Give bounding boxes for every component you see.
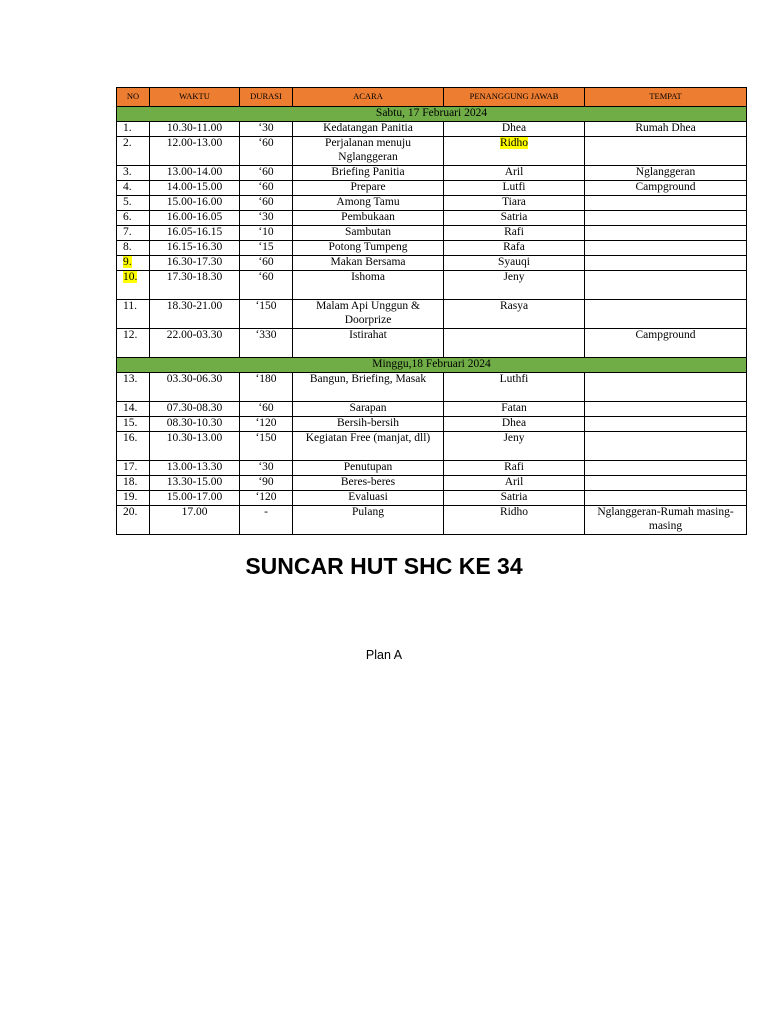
cell-acara-text: Makan Bersama <box>330 256 406 268</box>
cell-penanggung-jawab <box>444 181 585 196</box>
cell-durasi-text: ‘150 <box>255 300 277 312</box>
cell-no <box>117 300 150 329</box>
cell-acara-text: Penutupan <box>343 461 393 473</box>
cell-durasi-text: ‘90 <box>258 476 274 488</box>
cell-waktu <box>150 241 240 256</box>
cell-tempat <box>585 256 747 271</box>
cell-durasi <box>240 122 293 137</box>
cell-waktu <box>150 461 240 476</box>
cell-no <box>117 271 150 300</box>
cell-tempat <box>585 122 747 137</box>
header-no: NO <box>117 88 150 107</box>
cell-waktu-text: 08.30-10.30 <box>166 417 223 429</box>
table-row <box>117 166 747 181</box>
document-title: SUNCAR HUT SHC KE 34 <box>245 553 523 579</box>
cell-penanggung-jawab <box>444 329 585 358</box>
day-row <box>117 358 747 373</box>
cell-durasi <box>240 271 293 300</box>
cell-tempat <box>585 491 747 506</box>
cell-durasi-text: ‘60 <box>258 402 274 414</box>
cell-acara <box>293 329 444 358</box>
cell-tempat-text: Nglanggeran <box>635 166 696 178</box>
cell-penanggung-jawab <box>444 122 585 137</box>
cell-acara-text: Briefing Panitia <box>331 166 405 178</box>
cell-durasi-text: ‘60 <box>258 196 274 208</box>
cell-acara <box>293 137 444 166</box>
cell-waktu <box>150 417 240 432</box>
cell-waktu-text: 17.30-18.30 <box>166 271 223 283</box>
cell-waktu <box>150 226 240 241</box>
cell-no <box>117 476 150 491</box>
cell-acara <box>293 181 444 196</box>
cell-waktu-text: 12.00-13.00 <box>166 137 223 149</box>
cell-acara-text: Kegiatan Free (manjat, dll) <box>305 432 431 444</box>
cell-no-text: 15. <box>123 417 138 429</box>
cell-waktu-text: 22.00-03.30 <box>166 329 223 341</box>
cell-acara <box>293 300 444 329</box>
cell-durasi-text: ‘60 <box>258 181 274 193</box>
plan-label: Plan A <box>365 648 403 662</box>
cell-durasi-text: ‘60 <box>258 271 274 283</box>
cell-penanggung-jawab-text: Rafi <box>504 461 524 473</box>
cell-penanggung-jawab-text: Aril <box>504 476 524 488</box>
cell-durasi-text: ‘60 <box>258 137 274 149</box>
cell-waktu <box>150 196 240 211</box>
cell-penanggung-jawab <box>444 491 585 506</box>
cell-durasi <box>240 461 293 476</box>
cell-no-text: 14. <box>123 402 138 414</box>
cell-penanggung-jawab-text: Jeny <box>503 271 525 283</box>
cell-penanggung-jawab <box>444 432 585 461</box>
cell-penanggung-jawab <box>444 241 585 256</box>
cell-no-text: 7. <box>123 226 132 238</box>
cell-penanggung-jawab-text: Rafa <box>503 241 525 253</box>
cell-waktu-text: 16.30-17.30 <box>166 256 223 268</box>
cell-no-text: 12. <box>123 329 138 341</box>
cell-durasi <box>240 373 293 402</box>
table-row <box>117 417 747 432</box>
cell-no-text: 9. <box>123 256 132 268</box>
cell-waktu <box>150 166 240 181</box>
cell-penanggung-jawab-text: Lutfi <box>502 181 526 193</box>
cell-waktu-text: 16.05-16.15 <box>166 226 223 238</box>
table-row <box>117 491 747 506</box>
cell-no-text: 10. <box>123 271 138 283</box>
cell-durasi <box>240 256 293 271</box>
cell-tempat <box>585 417 747 432</box>
cell-acara <box>293 461 444 476</box>
table-row <box>117 226 747 241</box>
cell-acara <box>293 417 444 432</box>
cell-waktu <box>150 402 240 417</box>
table-row <box>117 196 747 211</box>
cell-waktu-text: 16.15-16.30 <box>166 241 223 253</box>
table-row <box>117 476 747 491</box>
cell-acara-text: Potong Tumpeng <box>328 241 408 253</box>
table-row <box>117 137 747 166</box>
cell-durasi-text: ‘180 <box>255 373 277 385</box>
cell-waktu-text: 03.30-06.30 <box>166 373 223 385</box>
cell-waktu-text: 18.30-21.00 <box>166 300 223 312</box>
cell-acara <box>293 226 444 241</box>
cell-waktu-text: 13.00-14.00 <box>166 166 223 178</box>
cell-waktu <box>150 181 240 196</box>
cell-penanggung-jawab <box>444 271 585 300</box>
cell-waktu <box>150 506 240 535</box>
cell-acara-text: Pembukaan <box>341 211 395 223</box>
cell-tempat <box>585 300 747 329</box>
cell-tempat <box>585 402 747 417</box>
cell-no-text: 4. <box>123 181 132 193</box>
cell-penanggung-jawab <box>444 211 585 226</box>
table-row <box>117 256 747 271</box>
cell-no <box>117 196 150 211</box>
cell-waktu-text: 15.00-17.00 <box>166 491 223 503</box>
cell-acara <box>293 241 444 256</box>
cell-no <box>117 241 150 256</box>
cell-tempat <box>585 241 747 256</box>
cell-tempat <box>585 461 747 476</box>
day-label: Sabtu, 17 Februari 2024 <box>117 107 747 122</box>
cell-durasi <box>240 300 293 329</box>
cell-acara-text: Istirahat <box>349 329 387 341</box>
cell-no <box>117 166 150 181</box>
cell-tempat <box>585 196 747 211</box>
table-row <box>117 211 747 226</box>
cell-durasi <box>240 241 293 256</box>
header-durasi: DURASI <box>240 88 293 107</box>
table-row <box>117 506 747 535</box>
cell-acara <box>293 402 444 417</box>
cell-durasi <box>240 181 293 196</box>
cell-durasi <box>240 476 293 491</box>
cell-acara <box>293 196 444 211</box>
cell-waktu <box>150 373 240 402</box>
table-row <box>117 300 747 329</box>
table-row <box>117 271 747 300</box>
cell-no <box>117 461 150 476</box>
header-waktu: WAKTU <box>150 88 240 107</box>
cell-acara <box>293 432 444 461</box>
cell-penanggung-jawab <box>444 137 585 166</box>
cell-no <box>117 329 150 358</box>
cell-tempat-text: Campground <box>635 329 696 341</box>
cell-penanggung-jawab <box>444 476 585 491</box>
table-row <box>117 329 747 358</box>
cell-penanggung-jawab <box>444 166 585 181</box>
cell-waktu <box>150 329 240 358</box>
cell-durasi <box>240 166 293 181</box>
cell-penanggung-jawab <box>444 196 585 211</box>
cell-durasi-text: ‘15 <box>258 241 274 253</box>
cell-penanggung-jawab-text: Ridho <box>499 506 529 518</box>
day-label: Minggu,18 Februari 2024 <box>117 358 747 373</box>
cell-penanggung-jawab <box>444 256 585 271</box>
header-acara: ACARA <box>293 88 444 107</box>
cell-durasi <box>240 196 293 211</box>
cell-penanggung-jawab-text: Dhea <box>501 122 527 134</box>
cell-no-text: 20. <box>123 506 138 518</box>
cell-waktu-text: 10.30-13.00 <box>166 432 223 444</box>
cell-acara-text: Among Tamu <box>336 196 400 208</box>
cell-tempat-text: Rumah Dhea <box>635 122 696 134</box>
cell-no-text: 11. <box>123 300 137 312</box>
cell-durasi <box>240 506 293 535</box>
cell-penanggung-jawab-text: Luthfi <box>499 373 529 385</box>
cell-acara-text: Perjalanan menuju Nglanggeran <box>325 137 411 163</box>
cell-penanggung-jawab-text: Tiara <box>502 196 526 208</box>
cell-no <box>117 181 150 196</box>
cell-penanggung-jawab-text: Dhea <box>501 417 527 429</box>
cell-acara <box>293 373 444 402</box>
header-row <box>117 88 747 107</box>
cell-penanggung-jawab <box>444 373 585 402</box>
header-penanggung-jawab: PENANGGUNG JAWAB <box>444 88 585 107</box>
cell-acara-text: Sambutan <box>345 226 391 238</box>
cell-no <box>117 226 150 241</box>
table-row <box>117 181 747 196</box>
cell-no-text: 1. <box>123 122 132 134</box>
cell-durasi-text: ‘60 <box>258 166 274 178</box>
cell-acara <box>293 211 444 226</box>
cell-acara-text: Evaluasi <box>348 491 388 503</box>
cell-penanggung-jawab-text: Satria <box>500 491 528 503</box>
cell-no <box>117 402 150 417</box>
cell-tempat <box>585 211 747 226</box>
cell-durasi-text: ‘120 <box>255 417 277 429</box>
cell-tempat <box>585 181 747 196</box>
cell-durasi <box>240 417 293 432</box>
cell-durasi-text: ‘30 <box>258 461 274 473</box>
cell-waktu-text: 16.00-16.05 <box>166 211 223 223</box>
cell-penanggung-jawab-text: Satria <box>500 211 528 223</box>
cell-durasi-text: ‘150 <box>255 432 277 444</box>
cell-waktu-text: 15.00-16.00 <box>166 196 223 208</box>
cell-durasi-text: ‘60 <box>258 256 274 268</box>
cell-penanggung-jawab <box>444 402 585 417</box>
cell-acara-text: Bangun, Briefing, Masak <box>309 373 427 385</box>
table-row <box>117 241 747 256</box>
cell-tempat <box>585 373 747 402</box>
cell-tempat <box>585 432 747 461</box>
table-row <box>117 432 747 461</box>
cell-durasi <box>240 432 293 461</box>
cell-waktu-text: 13.30-15.00 <box>166 476 223 488</box>
cell-no-text: 2. <box>123 137 132 149</box>
table-row <box>117 402 747 417</box>
cell-penanggung-jawab <box>444 226 585 241</box>
cell-waktu-text: 10.30-11.00 <box>166 122 223 134</box>
cell-waktu-text: 13.00-13.30 <box>166 461 223 473</box>
cell-no <box>117 417 150 432</box>
cell-acara-text: Sarapan <box>349 402 387 414</box>
cell-waktu <box>150 256 240 271</box>
cell-waktu <box>150 137 240 166</box>
cell-tempat-text: Nglanggeran-Rumah masing-masing <box>597 506 734 532</box>
cell-tempat-text: Campground <box>635 181 696 193</box>
cell-durasi-text: ‘10 <box>258 226 274 238</box>
cell-durasi <box>240 226 293 241</box>
cell-penanggung-jawab-text: Aril <box>504 166 524 178</box>
cell-tempat <box>585 329 747 358</box>
cell-waktu <box>150 476 240 491</box>
cell-durasi <box>240 491 293 506</box>
cell-waktu <box>150 211 240 226</box>
cell-penanggung-jawab-text: Ridho <box>499 137 529 149</box>
cell-acara <box>293 256 444 271</box>
cell-acara <box>293 122 444 137</box>
cell-durasi-text: - <box>264 506 268 518</box>
cell-no-text: 5. <box>123 196 132 208</box>
cell-penanggung-jawab-text: Rasya <box>499 300 529 312</box>
cell-acara-text: Bersih-bersih <box>337 417 399 429</box>
cell-durasi-text: ‘120 <box>255 491 277 503</box>
cell-acara-text: Prepare <box>350 181 386 193</box>
cell-no-text: 8. <box>123 241 132 253</box>
cell-waktu <box>150 122 240 137</box>
table-row <box>117 122 747 137</box>
cell-acara-text: Malam Api Unggun & Doorprize <box>316 300 420 326</box>
cell-tempat <box>585 476 747 491</box>
cell-no-text: 13. <box>123 373 138 385</box>
cell-penanggung-jawab-text: Syauqi <box>498 256 530 268</box>
cell-no-text: 3. <box>123 166 132 178</box>
cell-durasi <box>240 137 293 166</box>
cell-no <box>117 373 150 402</box>
schedule-table <box>116 87 747 535</box>
cell-penanggung-jawab-text: Jeny <box>503 432 525 444</box>
cell-no-text: 19. <box>123 491 138 503</box>
cell-penanggung-jawab <box>444 300 585 329</box>
cell-acara <box>293 271 444 300</box>
cell-waktu <box>150 491 240 506</box>
cell-waktu <box>150 300 240 329</box>
cell-penanggung-jawab <box>444 417 585 432</box>
cell-no-text: 17. <box>123 461 138 473</box>
cell-durasi <box>240 402 293 417</box>
cell-tempat <box>585 226 747 241</box>
cell-tempat <box>585 271 747 300</box>
cell-acara <box>293 476 444 491</box>
cell-waktu-text: 07.30-08.30 <box>166 402 223 414</box>
cell-no <box>117 256 150 271</box>
cell-tempat <box>585 137 747 166</box>
cell-penanggung-jawab <box>444 461 585 476</box>
cell-waktu <box>150 432 240 461</box>
cell-waktu-text: 14.00-15.00 <box>166 181 223 193</box>
cell-durasi <box>240 329 293 358</box>
cell-no <box>117 211 150 226</box>
cell-acara-text: Ishoma <box>351 271 385 283</box>
cell-penanggung-jawab-text: Fatan <box>501 402 527 414</box>
cell-no-text: 18. <box>123 476 138 488</box>
cell-waktu-text: 17.00 <box>181 506 208 518</box>
cell-durasi-text: ‘330 <box>255 329 277 341</box>
cell-acara-text: Kedatangan Panitia <box>323 122 413 134</box>
cell-durasi-text: ‘30 <box>258 122 274 134</box>
cell-no-text: 6. <box>123 211 132 223</box>
cell-waktu <box>150 271 240 300</box>
cell-durasi <box>240 211 293 226</box>
cell-no <box>117 122 150 137</box>
cell-no-text: 16. <box>123 432 138 444</box>
cell-penanggung-jawab <box>444 506 585 535</box>
cell-acara <box>293 491 444 506</box>
cell-acara-text: Beres-beres <box>340 476 396 488</box>
cell-acara <box>293 506 444 535</box>
table-row <box>117 461 747 476</box>
cell-no <box>117 491 150 506</box>
cell-tempat <box>585 166 747 181</box>
table-row <box>117 373 747 402</box>
cell-acara <box>293 166 444 181</box>
cell-durasi-text: ‘30 <box>258 211 274 223</box>
day-row <box>117 107 747 122</box>
cell-no <box>117 432 150 461</box>
cell-no <box>117 506 150 535</box>
header-tempat: TEMPAT <box>585 88 747 107</box>
cell-penanggung-jawab-text: Rafi <box>504 226 524 238</box>
cell-tempat <box>585 506 747 535</box>
cell-acara-text: Pulang <box>352 506 384 518</box>
cell-no <box>117 137 150 166</box>
